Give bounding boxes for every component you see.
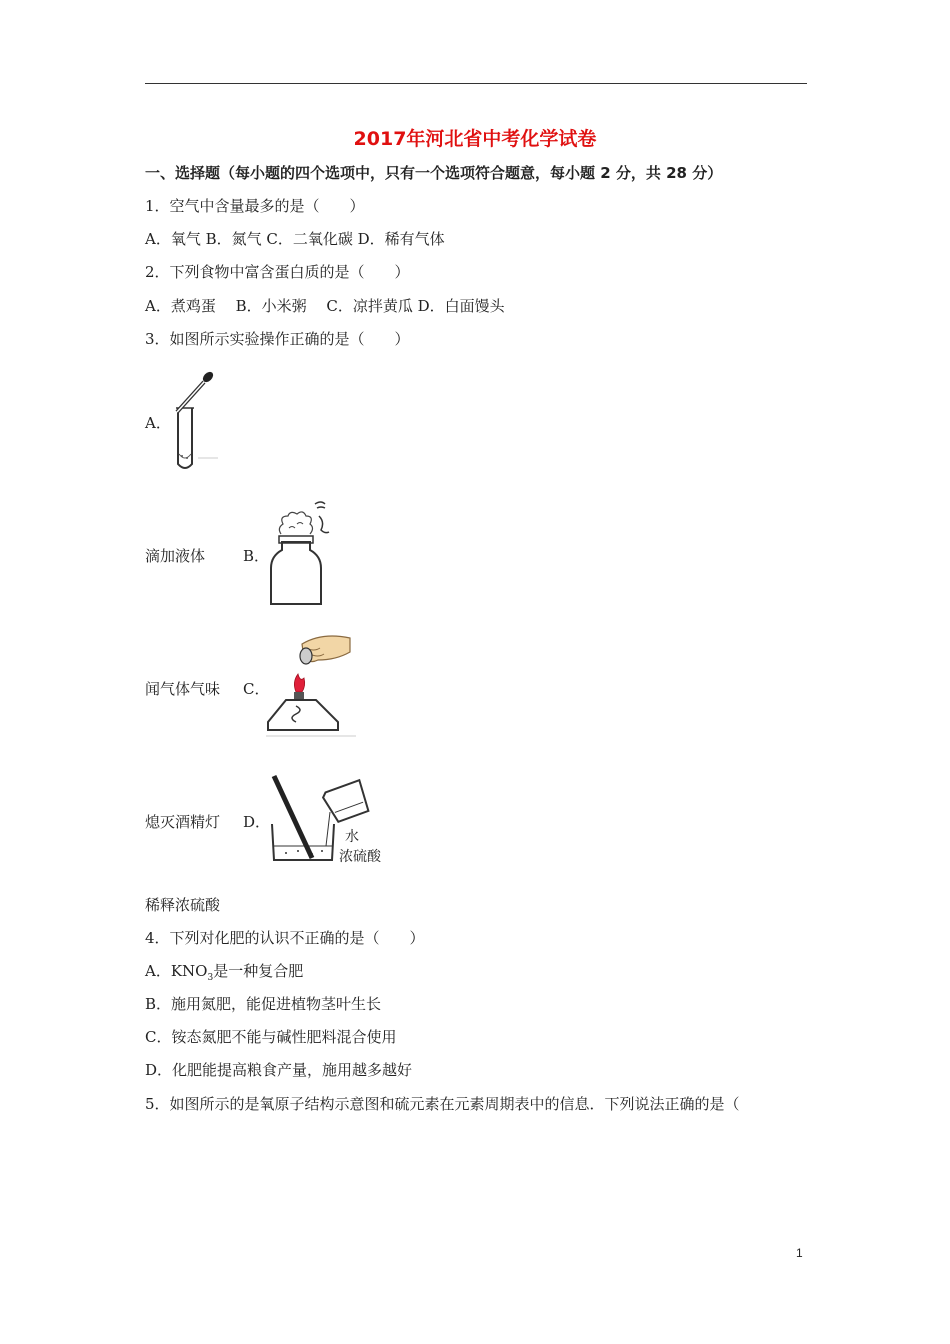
header-rule (145, 83, 807, 84)
question-5-stem: 5．如图所示的是氧原子结构示意图和硫元素在元素周期表中的信息．下列说法正确的是（ (145, 1095, 740, 1113)
question-4-option-c: C．铵态氮肥不能与碱性肥料混合使用 (145, 1028, 397, 1046)
q3-caption-b: 闻气体气味 (145, 680, 221, 698)
question-4-stem: 4．下列对化肥的认识不正确的是（ ） (145, 929, 425, 947)
q3-caption-c: 熄灭酒精灯 (145, 813, 221, 831)
q3-option-c-letter: C． (243, 680, 270, 698)
label-water: 水 (345, 829, 359, 845)
question-4-option-d: D．化肥能提高粮食产量，施用越多越好 (145, 1061, 413, 1079)
question-1-options: A．氧气 B．氮气 C．二氧化碳 D．稀有气体 (145, 230, 445, 248)
label-concentrated-sulfuric-acid: 浓硫酸 (339, 849, 381, 865)
section-heading: 一、选择题（每小题的四个选项中，只有一个选项符合题意，每小题 2 分，共 28 分） (145, 164, 723, 182)
q3-caption-a: 滴加液体 (145, 547, 206, 565)
page-title: 2017年河北省中考化学试卷 (353, 128, 597, 150)
question-2-stem: 2．下列食物中富含蛋白质的是（ ） (145, 263, 410, 281)
gas-bottle-smell-figure (267, 498, 337, 610)
question-1-stem: 1．空气中含量最多的是（ ） (145, 197, 365, 215)
dropper-test-tube-figure (168, 368, 226, 474)
question-4-option-a: A．$KNO_3$是一种复合肥 (145, 962, 304, 983)
question-3-stem: 3．如图所示实验操作正确的是（ ） (145, 330, 410, 348)
question-2-options: A．煮鸡蛋 B．小米粥 C．凉拌黄瓜 D．白面馒头 (145, 297, 505, 315)
page-number: 1 (796, 1246, 803, 1260)
question-4-option-b: B．施用氮肥，能促进植物茎叶生长 (145, 995, 382, 1013)
q3-option-b-letter: B． (243, 547, 270, 565)
q3-option-a-letter: A． (145, 414, 171, 432)
q3-caption-d: 稀释浓硫酸 (145, 896, 221, 914)
q3-option-d-letter: D． (243, 813, 271, 831)
alcohol-lamp-cap-figure (266, 630, 356, 740)
